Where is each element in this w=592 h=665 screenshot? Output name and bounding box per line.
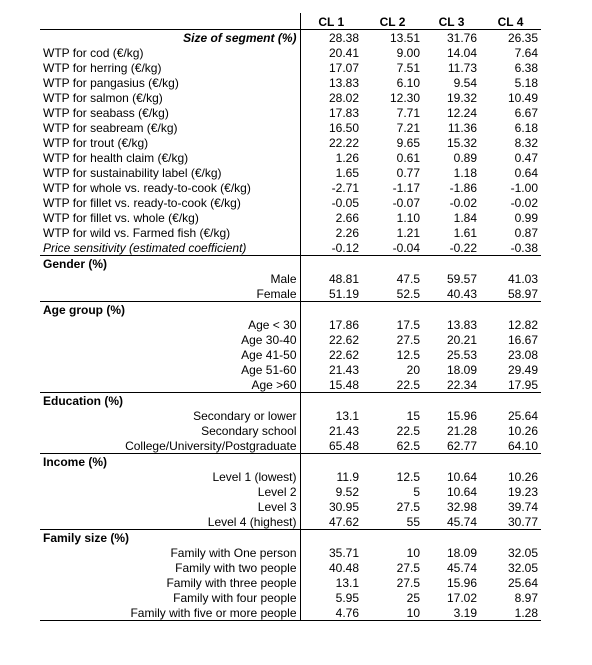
value-cell: 9.00 <box>396 46 420 60</box>
table-row <box>40 271 541 286</box>
value-cell <box>423 302 480 318</box>
column-header: CL 1 <box>300 13 362 30</box>
table-row <box>40 180 541 195</box>
value-cell: 19.32 <box>446 91 477 105</box>
value-cell: 47.5 <box>396 272 420 286</box>
value-cell: 12.82 <box>507 318 538 332</box>
value-cell: 32.05 <box>507 546 538 560</box>
table-row <box>40 377 541 393</box>
row-label: Secondary or lower <box>193 409 297 423</box>
value-cell: 19.23 <box>507 485 538 499</box>
table-row <box>40 120 541 135</box>
table-row <box>40 438 541 454</box>
value-cell: 27.5 <box>396 576 420 590</box>
value-cell: 5.18 <box>514 76 538 90</box>
value-cell: 10 <box>362 605 423 621</box>
value-cell <box>362 256 423 272</box>
value-cell: 18.09 <box>446 363 477 377</box>
row-label: WTP for seabass (€/kg) <box>43 106 169 120</box>
value-cell: 18.09 <box>446 546 477 560</box>
value-cell: 28.38 <box>300 30 362 46</box>
value-cell: 1.26 <box>300 150 362 165</box>
value-cell: -0.05 <box>300 195 362 210</box>
value-cell <box>300 302 362 318</box>
row-label: Female <box>40 286 300 302</box>
value-cell: -0.12 <box>300 240 362 256</box>
value-cell: 17.95 <box>480 377 541 393</box>
value-cell <box>300 530 362 546</box>
value-cell: 47.62 <box>300 514 362 530</box>
value-cell: 13.1 <box>300 575 362 590</box>
value-cell: 10.26 <box>507 424 538 438</box>
row-label: WTP for sustainability label (€/kg) <box>43 166 222 180</box>
row-label: Age >60 <box>40 377 300 393</box>
value-cell: 1.28 <box>480 605 541 621</box>
value-cell: 25.53 <box>446 348 477 362</box>
value-cell: 2.66 <box>300 210 362 225</box>
row-label: WTP for wild vs. Farmed fish (€/kg) <box>43 226 231 240</box>
value-cell: 7.21 <box>396 121 420 135</box>
value-cell: 22.5 <box>362 377 423 393</box>
row-label: Level 3 <box>257 500 297 514</box>
value-cell: 26.35 <box>480 30 541 46</box>
value-cell: 0.99 <box>514 211 538 225</box>
value-cell <box>362 302 423 318</box>
value-cell: 10.49 <box>507 91 538 105</box>
value-cell: -0.04 <box>362 240 423 256</box>
value-cell: 1.84 <box>453 211 477 225</box>
value-cell <box>480 302 541 318</box>
value-cell: 5.95 <box>300 590 362 605</box>
table-row <box>40 60 541 75</box>
value-cell: 27.5 <box>396 500 420 514</box>
row-label: Family with two people <box>175 561 297 575</box>
table-row <box>40 45 541 60</box>
value-cell: 1.65 <box>300 165 362 180</box>
value-cell: 15.32 <box>446 136 477 150</box>
value-cell: 29.49 <box>507 363 538 377</box>
value-cell: 9.52 <box>300 484 362 499</box>
value-cell: 9.54 <box>453 76 477 90</box>
value-cell <box>362 530 423 546</box>
value-cell: -1.86 <box>449 181 477 195</box>
value-cell: -0.07 <box>392 196 420 210</box>
value-cell: 62.77 <box>423 438 480 454</box>
value-cell: 13.1 <box>300 408 362 423</box>
table-row <box>40 408 541 423</box>
value-cell: 14.04 <box>446 46 477 60</box>
value-cell: 30.77 <box>480 514 541 530</box>
value-cell: 6.18 <box>514 121 538 135</box>
table-row <box>40 195 541 210</box>
value-cell: 1.61 <box>453 226 477 240</box>
column-header: CL 2 <box>379 15 406 29</box>
row-label: WTP for cod (€/kg) <box>43 46 144 60</box>
value-cell: 13.83 <box>300 75 362 90</box>
table-row <box>40 135 541 150</box>
value-cell <box>423 256 480 272</box>
value-cell <box>423 530 480 546</box>
value-cell <box>300 454 362 470</box>
value-cell: 15.48 <box>300 377 362 393</box>
value-cell: 21.28 <box>446 424 477 438</box>
value-cell: 12.24 <box>446 106 477 120</box>
table-row <box>40 150 541 165</box>
value-cell: -0.02 <box>449 196 477 210</box>
row-label: WTP for salmon (€/kg) <box>43 91 163 105</box>
value-cell: 22.62 <box>300 332 362 347</box>
value-cell: 13.51 <box>362 30 423 46</box>
value-cell: 1.10 <box>396 211 420 225</box>
value-cell: -0.22 <box>423 240 480 256</box>
value-cell: 8.32 <box>514 136 538 150</box>
value-cell: 20.21 <box>446 333 477 347</box>
value-cell: 20.41 <box>300 45 362 60</box>
table-row <box>40 560 541 575</box>
row-label: College/University/Postgraduate <box>40 438 300 454</box>
value-cell: 9.65 <box>396 136 420 150</box>
row-label: Age 30-40 <box>241 333 297 347</box>
value-cell: 6.67 <box>514 106 538 120</box>
column-header: CL 3 <box>438 15 465 29</box>
value-cell: 22.34 <box>423 377 480 393</box>
table-row <box>40 165 541 180</box>
table-row <box>40 332 541 347</box>
section-title: Gender (%) <box>43 257 108 271</box>
value-cell: 21.43 <box>300 362 362 377</box>
row-label: Level 1 (lowest) <box>212 470 297 484</box>
value-cell: 27.5 <box>396 561 420 575</box>
value-cell: 4.76 <box>300 605 362 621</box>
value-cell: 25.64 <box>507 576 538 590</box>
value-cell: 41.03 <box>507 272 538 286</box>
value-cell: 51.19 <box>300 286 362 302</box>
value-cell: 22.62 <box>300 347 362 362</box>
value-cell: 1.18 <box>453 166 477 180</box>
table-row <box>40 545 541 560</box>
value-cell: 23.08 <box>507 348 538 362</box>
value-cell: 12.5 <box>396 348 420 362</box>
table-row <box>40 210 541 225</box>
row-label: Secondary school <box>201 424 297 438</box>
value-cell: 55 <box>362 514 423 530</box>
row-label: Level 2 <box>257 485 297 499</box>
value-cell: 10.26 <box>507 470 538 484</box>
cluster-profile-table <box>40 13 541 621</box>
value-cell: 25.64 <box>507 409 538 423</box>
value-cell: 28.02 <box>300 90 362 105</box>
value-cell: 45.74 <box>446 561 477 575</box>
section-header-row <box>40 256 541 272</box>
value-cell: 45.74 <box>423 514 480 530</box>
value-cell: 7.51 <box>396 61 420 75</box>
value-cell: 8.97 <box>514 591 538 605</box>
row-label: WTP for trout (€/kg) <box>43 136 149 150</box>
table-row <box>40 75 541 90</box>
value-cell: 11.73 <box>447 61 477 75</box>
column-header: CL 4 <box>497 15 524 29</box>
table-row <box>40 499 541 514</box>
table-row <box>40 240 541 256</box>
header-corner <box>40 13 300 30</box>
row-label: Family with four people <box>173 591 297 605</box>
value-cell: 2.26 <box>300 225 362 240</box>
value-cell: 39.74 <box>507 500 538 514</box>
value-cell <box>480 454 541 470</box>
value-cell: 27.5 <box>396 333 420 347</box>
table-row <box>40 317 541 332</box>
value-cell: 40.48 <box>300 560 362 575</box>
section-title: Age group (%) <box>43 303 125 317</box>
value-cell: 22.22 <box>300 135 362 150</box>
value-cell: -0.38 <box>480 240 541 256</box>
table-row <box>40 90 541 105</box>
section-header-row <box>40 454 541 470</box>
table-row <box>40 469 541 484</box>
row-label: Age 41-50 <box>241 348 297 362</box>
value-cell: 1.21 <box>396 226 420 240</box>
value-cell: -0.02 <box>510 196 538 210</box>
table-row <box>40 575 541 590</box>
row-label: WTP for whole vs. ready-to-cook (€/kg) <box>43 181 251 195</box>
row-label: Price sensitivity (estimated coefficient) <box>40 240 300 256</box>
row-label: WTP for fillet vs. whole (€/kg) <box>43 211 199 225</box>
value-cell: 52.5 <box>362 286 423 302</box>
value-cell: 17.86 <box>300 317 362 332</box>
value-cell: 62.5 <box>362 438 423 454</box>
value-cell: 5 <box>413 485 420 499</box>
value-cell: 32.98 <box>446 500 477 514</box>
row-label: Family with three people <box>166 576 297 590</box>
value-cell: 16.67 <box>507 333 538 347</box>
value-cell: 15.96 <box>446 576 477 590</box>
section-header-row <box>40 530 541 546</box>
value-cell: 25 <box>406 591 420 605</box>
row-label: WTP for fillet vs. ready-to-cook (€/kg) <box>43 196 241 210</box>
table-row <box>40 423 541 438</box>
value-cell: 32.05 <box>507 561 538 575</box>
value-cell: 11.9 <box>300 469 362 484</box>
value-cell: 12.30 <box>389 91 420 105</box>
value-cell: 10 <box>406 546 420 560</box>
value-cell: 0.47 <box>514 151 538 165</box>
value-cell: 16.50 <box>300 120 362 135</box>
value-cell: 7.64 <box>514 46 538 60</box>
value-cell: 7.71 <box>396 106 420 120</box>
value-cell: -2.71 <box>300 180 362 195</box>
value-cell: 17.5 <box>396 318 420 332</box>
value-cell: 30.95 <box>300 499 362 514</box>
value-cell: 17.02 <box>446 591 477 605</box>
value-cell: 10.64 <box>446 485 477 499</box>
table-row <box>40 484 541 499</box>
value-cell: 35.71 <box>300 545 362 560</box>
value-cell: 48.81 <box>300 271 362 286</box>
value-cell <box>480 393 541 409</box>
value-cell: 10.64 <box>446 470 477 484</box>
value-cell <box>300 393 362 409</box>
row-label: Family with five or more people <box>40 605 300 621</box>
row-label: Age 51-60 <box>241 363 297 377</box>
value-cell <box>423 454 480 470</box>
value-cell: 17.07 <box>300 60 362 75</box>
row-label: WTP for health claim (€/kg) <box>43 151 189 165</box>
value-cell: 0.89 <box>453 151 477 165</box>
section-title: Income (%) <box>43 455 108 469</box>
value-cell <box>480 256 541 272</box>
table-row <box>40 225 541 240</box>
table-row <box>40 286 541 302</box>
table-body <box>40 13 541 621</box>
value-cell <box>423 393 480 409</box>
value-cell: 22.5 <box>396 424 420 438</box>
value-cell: 11.36 <box>447 121 477 135</box>
table-row <box>40 605 541 621</box>
value-cell: 17.83 <box>300 105 362 120</box>
value-cell <box>480 530 541 546</box>
value-cell: 15 <box>406 409 420 423</box>
section-header-row <box>40 302 541 318</box>
row-label: Size of segment (%) <box>40 30 300 46</box>
row-label: WTP for pangasius (€/kg) <box>43 76 179 90</box>
value-cell: 0.77 <box>396 166 420 180</box>
row-label: Family with One person <box>170 546 297 560</box>
value-cell <box>362 454 423 470</box>
row-label: Level 4 (highest) <box>40 514 300 530</box>
row-label: WTP for seabream (€/kg) <box>43 121 178 135</box>
row-label: Age < 30 <box>248 318 297 332</box>
value-cell: 31.76 <box>423 30 480 46</box>
section-title: Education (%) <box>43 394 123 408</box>
value-cell: 59.57 <box>446 272 477 286</box>
value-cell <box>300 256 362 272</box>
section-title: Family size (%) <box>43 531 130 545</box>
value-cell: 3.19 <box>423 605 480 621</box>
value-cell: 65.48 <box>300 438 362 454</box>
table-row <box>40 105 541 120</box>
section-header-row <box>40 393 541 409</box>
table-row <box>40 590 541 605</box>
value-cell <box>362 393 423 409</box>
table-row <box>40 514 541 530</box>
header-row <box>40 13 541 30</box>
table-row <box>40 362 541 377</box>
value-cell: -1.17 <box>392 181 420 195</box>
value-cell: 6.38 <box>514 61 538 75</box>
value-cell: 58.97 <box>480 286 541 302</box>
value-cell: 0.64 <box>514 166 538 180</box>
row-label: WTP for herring (€/kg) <box>43 61 162 75</box>
table-row <box>40 347 541 362</box>
value-cell: 0.87 <box>514 226 538 240</box>
value-cell: 64.10 <box>480 438 541 454</box>
value-cell: 6.10 <box>396 76 420 90</box>
value-cell: -1.00 <box>510 181 538 195</box>
value-cell: 0.61 <box>396 151 420 165</box>
table-row <box>40 30 541 46</box>
value-cell: 21.43 <box>300 423 362 438</box>
row-label: Male <box>270 272 297 286</box>
value-cell: 20 <box>406 363 420 377</box>
value-cell: 15.96 <box>446 409 477 423</box>
value-cell: 40.43 <box>423 286 480 302</box>
value-cell: 13.83 <box>446 318 477 332</box>
value-cell: 12.5 <box>396 470 420 484</box>
